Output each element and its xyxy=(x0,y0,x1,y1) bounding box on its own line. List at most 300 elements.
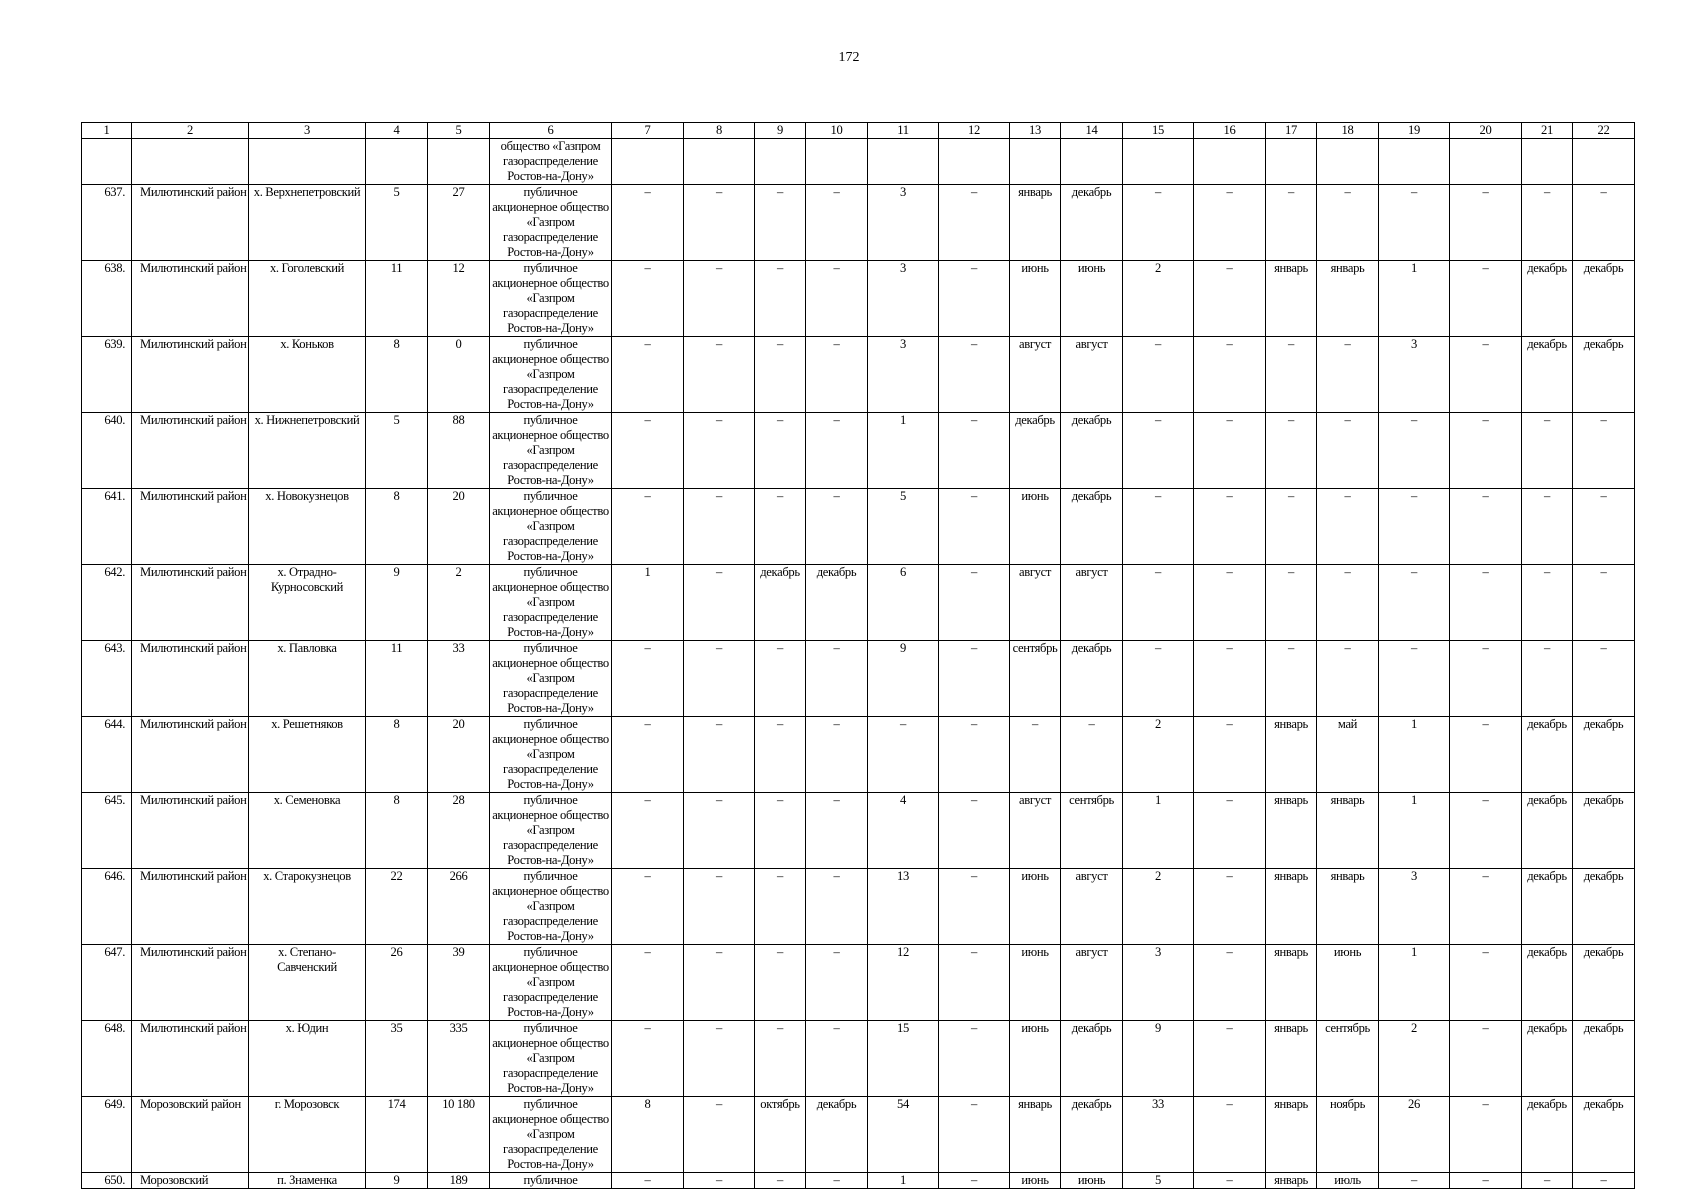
value-cell: – xyxy=(612,337,684,413)
value-cell: – xyxy=(1061,717,1123,793)
district-cell: Милютинский район xyxy=(132,489,249,565)
table-row xyxy=(82,1173,1635,1189)
value-cell: 15 xyxy=(868,1021,939,1097)
value-cell: – xyxy=(806,185,868,261)
value-cell: 3 xyxy=(1379,337,1450,413)
value-cell: – xyxy=(1450,641,1522,717)
value-cell: – xyxy=(1379,413,1450,489)
value-cell: – xyxy=(1450,489,1522,565)
value-cell: – xyxy=(1450,185,1522,261)
district-cell: Милютинский район xyxy=(132,793,249,869)
value-cell: – xyxy=(1317,641,1379,717)
value-cell: 12 xyxy=(428,261,490,337)
value-cell: январь xyxy=(1317,869,1379,945)
column-number: 8 xyxy=(684,123,755,139)
row-number-cell: 640. xyxy=(82,413,132,489)
value-cell: 9 xyxy=(1123,1021,1194,1097)
value-cell: август xyxy=(1010,565,1061,641)
value-cell: – xyxy=(939,717,1010,793)
value-cell: декабрь xyxy=(1573,1097,1635,1173)
value-cell: сентябрь xyxy=(1061,793,1123,869)
row-number-cell: 647. xyxy=(82,945,132,1021)
table-row xyxy=(82,185,1635,261)
row-number-cell: 648. xyxy=(82,1021,132,1097)
column-number: 3 xyxy=(249,123,366,139)
value-cell: 9 xyxy=(366,565,428,641)
locality-cell: х. Нижнепетровский xyxy=(249,413,366,489)
value-cell: декабрь xyxy=(755,565,806,641)
value-cell: – xyxy=(612,945,684,1021)
locality-cell: п. Знаменка xyxy=(249,1173,366,1189)
value-cell: – xyxy=(939,565,1010,641)
value-cell: – xyxy=(1194,261,1266,337)
value-cell: 189 xyxy=(428,1173,490,1189)
value-cell: – xyxy=(1317,565,1379,641)
value-cell: 20 xyxy=(428,489,490,565)
value-cell: – xyxy=(684,1097,755,1173)
value-cell: – xyxy=(1522,565,1573,641)
value-cell: декабрь xyxy=(1522,869,1573,945)
value-cell: 1 xyxy=(1379,793,1450,869)
value-cell: – xyxy=(1266,185,1317,261)
value-cell: – xyxy=(612,261,684,337)
value-cell: – xyxy=(1522,1173,1573,1189)
value-cell: декабрь xyxy=(1061,413,1123,489)
value-cell: – xyxy=(1450,717,1522,793)
operator-cell: публичное акционерное общество «Газпром газораспределение Ростов-на-Дону» xyxy=(490,1021,612,1097)
value-cell: декабрь xyxy=(1522,1021,1573,1097)
value-cell: – xyxy=(755,1173,806,1189)
value-cell: – xyxy=(1194,1021,1266,1097)
value-cell: – xyxy=(1266,413,1317,489)
value-cell: январь xyxy=(1266,261,1317,337)
value-cell: – xyxy=(806,489,868,565)
value-cell: 33 xyxy=(1123,1097,1194,1173)
value-cell: – xyxy=(1194,337,1266,413)
locality-cell: х. Верхнепетровский xyxy=(249,185,366,261)
value-cell: – xyxy=(684,261,755,337)
value-cell: – xyxy=(1450,869,1522,945)
value-cell: – xyxy=(806,413,868,489)
value-cell: – xyxy=(755,413,806,489)
value-cell: – xyxy=(939,1021,1010,1097)
value-cell: – xyxy=(1450,793,1522,869)
value-cell: – xyxy=(1317,185,1379,261)
value-cell: декабрь xyxy=(1061,1097,1123,1173)
value-cell: 54 xyxy=(868,1097,939,1173)
column-number: 13 xyxy=(1010,123,1061,139)
row-number-cell: 639. xyxy=(82,337,132,413)
value-cell: – xyxy=(1379,565,1450,641)
value-cell: 3 xyxy=(868,261,939,337)
value-cell: январь xyxy=(1010,185,1061,261)
value-cell: декабрь xyxy=(1061,185,1123,261)
value-cell: – xyxy=(1317,337,1379,413)
district-cell: Милютинский район xyxy=(132,565,249,641)
value-cell: декабрь xyxy=(806,565,868,641)
value-cell: 1 xyxy=(1379,945,1450,1021)
value-cell: 12 xyxy=(868,945,939,1021)
value-cell: 3 xyxy=(1123,945,1194,1021)
value-cell: июнь xyxy=(1010,489,1061,565)
value-cell: – xyxy=(806,793,868,869)
value-cell: – xyxy=(1123,565,1194,641)
value-cell: 88 xyxy=(428,413,490,489)
column-number-row xyxy=(82,123,1635,139)
locality-cell: х. Отрадно-Курносовский xyxy=(249,565,366,641)
value-cell: 1 xyxy=(1379,717,1450,793)
value-cell: – xyxy=(755,337,806,413)
value-cell: – xyxy=(939,945,1010,1021)
value-cell: июнь xyxy=(1010,1021,1061,1097)
value-cell: 28 xyxy=(428,793,490,869)
value-cell: – xyxy=(1573,413,1635,489)
value-cell: – xyxy=(684,717,755,793)
value-cell: 3 xyxy=(868,185,939,261)
value-cell: – xyxy=(612,641,684,717)
value-cell: август xyxy=(1061,565,1123,641)
value-cell: январь xyxy=(1317,793,1379,869)
value-cell: декабрь xyxy=(1573,717,1635,793)
value-cell: август xyxy=(1061,337,1123,413)
operator-cell: публичное акционерное общество «Газпром газораспределение Ростов-на-Дону» xyxy=(490,945,612,1021)
value-cell: январь xyxy=(1266,1173,1317,1189)
value-cell: декабрь xyxy=(1522,717,1573,793)
value-cell: – xyxy=(1379,489,1450,565)
value-cell: – xyxy=(1450,337,1522,413)
value-cell: декабрь xyxy=(1061,1021,1123,1097)
value-cell: – xyxy=(1010,717,1061,793)
table-row xyxy=(82,261,1635,337)
row-number-cell: 645. xyxy=(82,793,132,869)
row-number-cell: 644. xyxy=(82,717,132,793)
column-number: 10 xyxy=(806,123,868,139)
operator-cell: публичное акционерное общество «Газпром газораспределение Ростов-на-Дону» xyxy=(490,337,612,413)
column-number: 1 xyxy=(82,123,132,139)
value-cell: январь xyxy=(1266,1021,1317,1097)
operator-cell: публичное акционерное общество «Газпром газораспределение Ростов-на-Дону» xyxy=(490,641,612,717)
value-cell: – xyxy=(939,1173,1010,1189)
value-cell: – xyxy=(1123,413,1194,489)
value-cell: декабрь xyxy=(1573,261,1635,337)
value-cell: – xyxy=(1194,413,1266,489)
value-cell: 1 xyxy=(1379,261,1450,337)
value-cell: декабрь xyxy=(1573,337,1635,413)
value-cell: – xyxy=(806,261,868,337)
value-cell: декабрь xyxy=(1573,869,1635,945)
value-cell: – xyxy=(1194,793,1266,869)
district-cell: Милютинский район xyxy=(132,945,249,1021)
value-cell: – xyxy=(1194,489,1266,565)
value-cell: 5 xyxy=(868,489,939,565)
value-cell: 174 xyxy=(366,1097,428,1173)
value-cell: – xyxy=(684,185,755,261)
value-cell: 2 xyxy=(1123,717,1194,793)
value-cell: – xyxy=(684,489,755,565)
value-cell: 39 xyxy=(428,945,490,1021)
column-number: 21 xyxy=(1522,123,1573,139)
value-cell: январь xyxy=(1266,717,1317,793)
column-number: 11 xyxy=(868,123,939,139)
value-cell: – xyxy=(1194,717,1266,793)
district-cell: Морозовский район xyxy=(132,1097,249,1173)
value-cell: – xyxy=(1194,945,1266,1021)
value-cell: – xyxy=(1450,565,1522,641)
value-cell: 35 xyxy=(366,1021,428,1097)
value-cell: 33 xyxy=(428,641,490,717)
table-row xyxy=(82,1021,1635,1097)
value-cell: июнь xyxy=(1010,869,1061,945)
table-row xyxy=(82,565,1635,641)
value-cell: 8 xyxy=(366,717,428,793)
value-cell: – xyxy=(612,1173,684,1189)
district-cell: Милютинский район xyxy=(132,185,249,261)
value-cell: – xyxy=(612,717,684,793)
operator-cell: публичное xyxy=(490,1173,612,1189)
value-cell: декабрь xyxy=(1573,945,1635,1021)
row-number-cell: 641. xyxy=(82,489,132,565)
column-number: 4 xyxy=(366,123,428,139)
value-cell: – xyxy=(806,641,868,717)
operator-cell: публичное акционерное общество «Газпром газораспределение Ростов-на-Дону» xyxy=(490,185,612,261)
table-body xyxy=(82,123,1635,1189)
value-cell: 11 xyxy=(366,261,428,337)
value-cell: – xyxy=(1522,641,1573,717)
district-cell: Милютинский район xyxy=(132,1021,249,1097)
value-cell: 3 xyxy=(1379,869,1450,945)
value-cell: – xyxy=(1573,1173,1635,1189)
value-cell: – xyxy=(1266,337,1317,413)
locality-cell: х. Коньков xyxy=(249,337,366,413)
value-cell: 266 xyxy=(428,869,490,945)
value-cell: – xyxy=(1450,945,1522,1021)
column-number: 14 xyxy=(1061,123,1123,139)
value-cell: 27 xyxy=(428,185,490,261)
value-cell: – xyxy=(612,793,684,869)
column-number: 16 xyxy=(1194,123,1266,139)
value-cell: декабрь xyxy=(1522,945,1573,1021)
operator-cell: публичное акционерное общество «Газпром газораспределение Ростов-на-Дону» xyxy=(490,793,612,869)
value-cell: 8 xyxy=(366,489,428,565)
value-cell: 10 180 xyxy=(428,1097,490,1173)
value-cell: – xyxy=(939,1097,1010,1173)
table-row xyxy=(82,945,1635,1021)
value-cell: 335 xyxy=(428,1021,490,1097)
value-cell: – xyxy=(806,1173,868,1189)
column-number: 19 xyxy=(1379,123,1450,139)
value-cell: декабрь xyxy=(1061,641,1123,717)
operator-cell: публичное акционерное общество «Газпром газораспределение Ростов-на-Дону» xyxy=(490,869,612,945)
column-number: 9 xyxy=(755,123,806,139)
operator-cell: публичное акционерное общество «Газпром газораспределение Ростов-на-Дону» xyxy=(490,565,612,641)
value-cell: – xyxy=(684,1173,755,1189)
column-number: 7 xyxy=(612,123,684,139)
operator-cell: публичное акционерное общество «Газпром газораспределение Ростов-на-Дону» xyxy=(490,413,612,489)
value-cell: – xyxy=(1266,641,1317,717)
value-cell: – xyxy=(755,793,806,869)
value-cell: 2 xyxy=(1123,869,1194,945)
value-cell: 2 xyxy=(1379,1021,1450,1097)
table-row xyxy=(82,413,1635,489)
value-cell: – xyxy=(939,185,1010,261)
value-cell: декабрь xyxy=(1573,1021,1635,1097)
row-number-cell: 638. xyxy=(82,261,132,337)
value-cell: – xyxy=(1379,1173,1450,1189)
row-number-cell: 650. xyxy=(82,1173,132,1189)
value-cell: 2 xyxy=(428,565,490,641)
value-cell: – xyxy=(939,337,1010,413)
value-cell: 26 xyxy=(1379,1097,1450,1173)
value-cell: – xyxy=(939,869,1010,945)
value-cell: – xyxy=(684,945,755,1021)
value-cell: – xyxy=(684,337,755,413)
value-cell: – xyxy=(1194,185,1266,261)
value-cell: 2 xyxy=(1123,261,1194,337)
value-cell: сентябрь xyxy=(1317,1021,1379,1097)
value-cell: январь xyxy=(1317,261,1379,337)
value-cell: июнь xyxy=(1317,945,1379,1021)
value-cell: – xyxy=(684,793,755,869)
value-cell: декабрь xyxy=(1061,489,1123,565)
value-cell: январь xyxy=(1266,869,1317,945)
value-cell: – xyxy=(1573,185,1635,261)
value-cell: 9 xyxy=(868,641,939,717)
value-cell: июнь xyxy=(1061,1173,1123,1189)
value-cell: – xyxy=(755,489,806,565)
value-cell: – xyxy=(1317,489,1379,565)
column-number: 20 xyxy=(1450,123,1522,139)
column-number: 17 xyxy=(1266,123,1317,139)
value-cell: октябрь xyxy=(755,1097,806,1173)
value-cell: 1 xyxy=(868,1173,939,1189)
value-cell: – xyxy=(868,717,939,793)
value-cell: август xyxy=(1061,945,1123,1021)
value-cell: – xyxy=(755,1021,806,1097)
value-cell: – xyxy=(684,869,755,945)
district-cell: Милютинский район xyxy=(132,641,249,717)
value-cell: декабрь xyxy=(1522,261,1573,337)
district-cell: Милютинский район xyxy=(132,261,249,337)
value-cell: – xyxy=(806,337,868,413)
value-cell: август xyxy=(1061,869,1123,945)
value-cell: – xyxy=(1450,261,1522,337)
value-cell: 1 xyxy=(612,565,684,641)
table-row xyxy=(82,869,1635,945)
value-cell: январь xyxy=(1266,1097,1317,1173)
value-cell: 5 xyxy=(1123,1173,1194,1189)
value-cell: – xyxy=(755,185,806,261)
value-cell: 0 xyxy=(428,337,490,413)
value-cell: – xyxy=(612,869,684,945)
district-cell: Милютинский район xyxy=(132,717,249,793)
value-cell: – xyxy=(1573,565,1635,641)
column-number: 18 xyxy=(1317,123,1379,139)
locality-cell: х. Решетняков xyxy=(249,717,366,793)
value-cell: август xyxy=(1010,793,1061,869)
value-cell: – xyxy=(1123,489,1194,565)
value-cell: – xyxy=(1450,1097,1522,1173)
value-cell: август xyxy=(1010,337,1061,413)
row-number-cell: 646. xyxy=(82,869,132,945)
value-cell: – xyxy=(939,641,1010,717)
value-cell: – xyxy=(1266,565,1317,641)
table-row xyxy=(82,489,1635,565)
column-number: 15 xyxy=(1123,123,1194,139)
value-cell: – xyxy=(1379,185,1450,261)
column-number: 2 xyxy=(132,123,249,139)
locality-cell: х. Старокузнецов xyxy=(249,869,366,945)
value-cell: – xyxy=(1123,337,1194,413)
value-cell: – xyxy=(755,261,806,337)
column-number: 12 xyxy=(939,123,1010,139)
district-cell: Милютинский район xyxy=(132,869,249,945)
value-cell: – xyxy=(1450,413,1522,489)
value-cell: – xyxy=(1194,641,1266,717)
value-cell: 11 xyxy=(366,641,428,717)
row-number-cell: 649. xyxy=(82,1097,132,1173)
table-row xyxy=(82,717,1635,793)
value-cell: – xyxy=(1522,185,1573,261)
operator-cell: публичное акционерное общество «Газпром газораспределение Ростов-на-Дону» xyxy=(490,717,612,793)
value-cell: 8 xyxy=(612,1097,684,1173)
value-cell: 20 xyxy=(428,717,490,793)
value-cell: – xyxy=(939,793,1010,869)
value-cell: – xyxy=(684,413,755,489)
locality-cell: х. Степано-Савченский xyxy=(249,945,366,1021)
value-cell: – xyxy=(755,945,806,1021)
page-number: 172 xyxy=(838,50,860,65)
value-cell: 3 xyxy=(868,337,939,413)
value-cell: январь xyxy=(1266,945,1317,1021)
value-cell: июнь xyxy=(1061,261,1123,337)
column-number: 22 xyxy=(1573,123,1635,139)
locality-cell: х. Гоголевский xyxy=(249,261,366,337)
table-row xyxy=(82,337,1635,413)
value-cell: 6 xyxy=(868,565,939,641)
value-cell: – xyxy=(1317,413,1379,489)
locality-cell: х. Новокузнецов xyxy=(249,489,366,565)
value-cell: – xyxy=(1450,1173,1522,1189)
value-cell: 5 xyxy=(366,413,428,489)
value-cell: – xyxy=(1123,641,1194,717)
locality-cell: г. Морозовск xyxy=(249,1097,366,1173)
value-cell: декабрь xyxy=(1522,1097,1573,1173)
value-cell: 5 xyxy=(366,185,428,261)
value-cell: – xyxy=(1194,1097,1266,1173)
value-cell: – xyxy=(684,641,755,717)
value-cell: декабрь xyxy=(1522,337,1573,413)
value-cell: ноябрь xyxy=(1317,1097,1379,1173)
value-cell: январь xyxy=(1010,1097,1061,1173)
value-cell: 4 xyxy=(868,793,939,869)
value-cell: декабрь xyxy=(1573,793,1635,869)
table-row xyxy=(82,1097,1635,1173)
value-cell: – xyxy=(684,1021,755,1097)
value-cell: – xyxy=(755,717,806,793)
value-cell: декабрь xyxy=(806,1097,868,1173)
value-cell: – xyxy=(1450,1021,1522,1097)
value-cell: – xyxy=(1194,1173,1266,1189)
value-cell: 13 xyxy=(868,869,939,945)
operator-cell: публичное акционерное общество «Газпром газораспределение Ростов-на-Дону» xyxy=(490,1097,612,1173)
value-cell: – xyxy=(1522,413,1573,489)
value-cell: – xyxy=(806,1021,868,1097)
row-number-cell: 637. xyxy=(82,185,132,261)
value-cell: – xyxy=(755,869,806,945)
value-cell: 1 xyxy=(868,413,939,489)
value-cell: сентябрь xyxy=(1010,641,1061,717)
continuation-row xyxy=(82,139,1635,185)
